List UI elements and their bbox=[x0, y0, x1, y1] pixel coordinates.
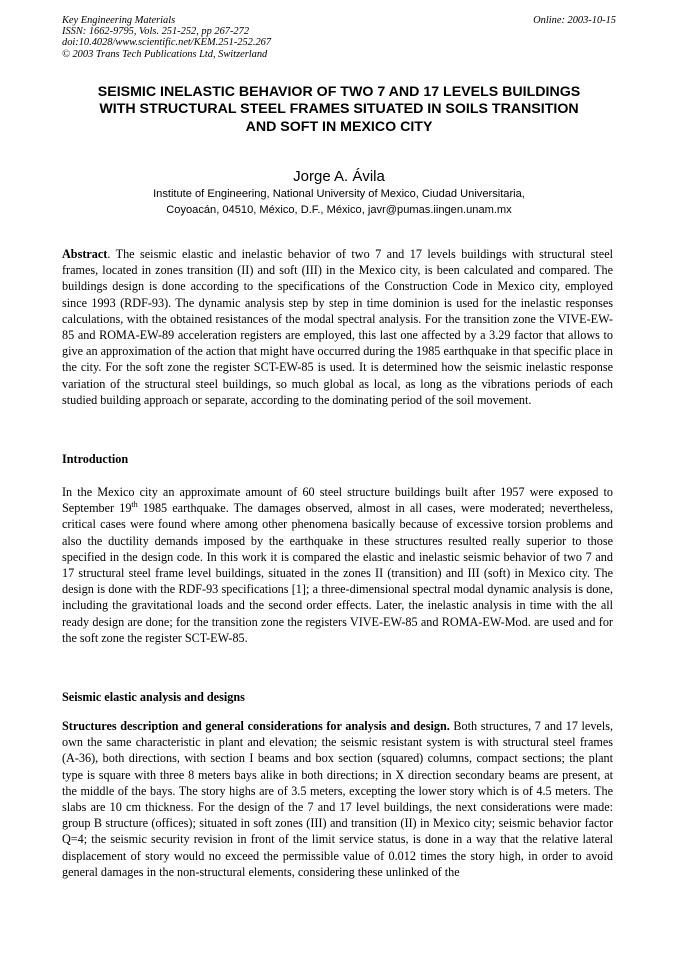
seismic-paragraph bbox=[62, 718, 613, 880]
intro-superscript: th bbox=[131, 500, 138, 510]
journal-name: Key Engineering Materials bbox=[62, 15, 176, 26]
copyright-line: © 2003 Trans Tech Publications Ltd, Switzerland bbox=[62, 48, 268, 60]
affiliation-line-1: Institute of Engineering, National University of Mexico, Ciudad Universitaria, bbox=[153, 188, 525, 200]
seismic-heading: Seismic elastic analysis and designs bbox=[62, 690, 245, 704]
affiliation-line-2: Coyoacán, 04510, México, D.F., México, javr@pumas.iingen.unam.mx bbox=[166, 204, 512, 216]
paper-title bbox=[60, 84, 618, 136]
doi-line: doi:10.4028/www.scientific.net/KEM.251-252.267 bbox=[62, 37, 272, 49]
abstract-paragraph bbox=[62, 246, 613, 408]
introduction-paragraph bbox=[62, 484, 613, 646]
seismic-lead: Structures description and general considerations for analysis and design. bbox=[62, 719, 450, 733]
intro-text-after: 1985 earthquake. The damages observed, almost in all cases, were moderated; nevertheless, critical cases were found where among other phenomena basically because of excessive torsion problems and also the ductility demands imposed by the earthquake in these structures resulted really superior to those specified in the design code. In this work it is compared the elastic and inelastic seismic behavior of two 7 and 17 structural steel frame level buildings, situated in the zones II (transition) and III (soft) in Mexico city. The design is done with the RDF-93 specifications [1]; a three-dimensional spectral modal dynamic analysis is done, including the gravitational loads and the second order effects. Later, the inelastic analysis in time with the all ready design are done; for the transition zone the registers VIVE-EW-85 and ROMA-EW-Mod. are used and for the soft zone the register SCT-EW-85. bbox=[62, 501, 613, 645]
title-line-3: AND SOFT IN MEXICO CITY bbox=[245, 118, 433, 135]
introduction-heading: Introduction bbox=[62, 452, 129, 466]
title-line-1: SEISMIC INELASTIC BEHAVIOR OF TWO 7 AND 17 LEVELS BUILDINGS bbox=[97, 84, 581, 100]
online-date: Online: 2003-10-15 bbox=[533, 15, 616, 26]
seismic-text: Both structures, 7 and 17 levels, own the same characteristic in plant and elevation; the seismic resistant system is with structural steel frames (A-36), both directions, with section I beams and box section (squared) columns, compact sections; the plant type is square with three 8 meters bays alike in both directions; in X direction secondary beams are present, at the middle of the bays. The story highs are of 3.5 meters, excepting the lower story which is of 4.5 meters. The slabs are 10 cm thickness. For the design of the 7 and 17 level buildings, the next considerations were made: group B structure (offices); situated in soft zones (III) and transition (II) in Mexico city; seismic behavior factor Q=4; the seismic security revision in front of the limit service status, is done in a way that the relative lateral displacement of story would no exceed the permissible value of 0.012 times the story high, in order to avoid general damages in the non-structural elements, considering these unlinked of the bbox=[62, 719, 614, 879]
title-line-2: WITH STRUCTURAL STEEL FRAMES SITUATED IN SOILS TRANSITION bbox=[99, 101, 579, 118]
abstract-text: . The seismic elastic and inelastic behavior of two 7 and 17 levels buildings with structural steel frames, located in zones transition (II) and soft (III) in the Mexico city, is been calculated and compared. The buildings design is done according to the specifications of the Construction Code in Mexico city, employed since 1993 (RDF-93). The dynamic analysis step by step in time dominion is used for the inelastic responses calculations, with the obtained resistances of the modal spectral analysis. For the transition zone the VIVE-EW-85 and ROMA-EW-89 acceleration registers are employed, this last one affected by a 3.29 factor that allows to give an approximation of the action that might have occurred during the 1985 earthquake in that specific place in the city. For the soft zone the register SCT-EW-85 is used. It is determined how the seismic inelastic response variation of the structural steel buildings, so much global as local, as long as the vibrations periods of each studied building approach or separate, according to the dominating period of the soil movement. bbox=[62, 247, 613, 407]
abstract-label: Abstract bbox=[62, 247, 108, 261]
intro-text-before: In the Mexico city an approximate amount of 60 steel structure buildings built after 1957 were exposed to September 19 bbox=[62, 485, 613, 516]
issn-line: ISSN: 1662-9795, Vols. 251-252, pp 267-272 bbox=[62, 26, 250, 38]
author-name: Jorge A. Ávila bbox=[293, 168, 385, 185]
journal-header bbox=[62, 15, 616, 60]
affiliation bbox=[60, 186, 618, 218]
